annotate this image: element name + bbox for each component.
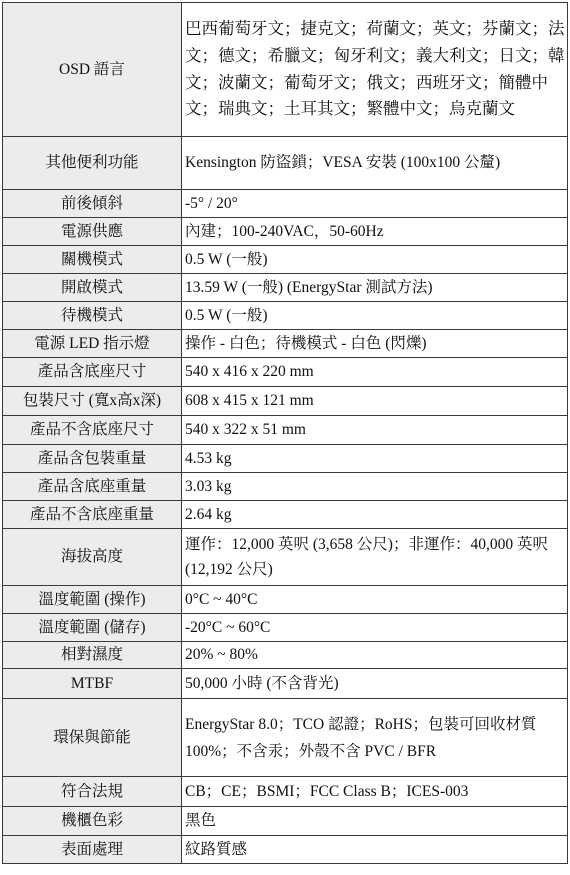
spec-label: 溫度範圍 (儲存) — [3, 614, 182, 642]
spec-label: 表面處理 — [3, 836, 182, 864]
spec-label: 相對濕度 — [3, 642, 182, 669]
spec-row-tilt — [3, 190, 568, 218]
spec-label: 溫度範圍 (操作) — [3, 586, 182, 614]
spec-label: 產品含底座重量 — [3, 473, 182, 501]
spec-label: 產品含底座尺寸 — [3, 358, 182, 387]
spec-value: 0°C ~ 40°C — [182, 586, 568, 614]
spec-value: 540 x 322 x 51 mm — [182, 416, 568, 445]
spec-label: 電源 LED 指示燈 — [3, 330, 182, 358]
spec-row-package-size — [3, 387, 568, 416]
spec-label: 電源供應 — [3, 218, 182, 246]
spec-row-size-without-stand — [3, 416, 568, 445]
spec-value: 608 x 415 x 121 mm — [182, 387, 568, 416]
spec-row-osd-language — [3, 3, 568, 137]
spec-label: 其他便利功能 — [3, 137, 182, 190]
spec-row-temperature-storage — [3, 614, 568, 642]
spec-label: OSD 語言 — [3, 3, 182, 137]
spec-value: 操作 - 白色；待機模式 - 白色 (閃爍) — [182, 330, 568, 358]
spec-value: 540 x 416 x 220 mm — [182, 358, 568, 387]
spec-value: 13.59 W (一般) (EnergyStar 測試方法) — [182, 274, 568, 302]
spec-label: 關機模式 — [3, 246, 182, 274]
spec-row-on-mode — [3, 274, 568, 302]
spec-row-cabinet-color — [3, 807, 568, 836]
spec-row-weight-with-stand — [3, 473, 568, 501]
spec-row-regulatory — [3, 777, 568, 807]
spec-value: 0.5 W (一般) — [182, 246, 568, 274]
spec-label: 海拔高度 — [3, 529, 182, 586]
spec-row-altitude — [3, 529, 568, 586]
spec-row-humidity — [3, 642, 568, 669]
spec-row-standby-mode — [3, 302, 568, 330]
spec-row-mtbf — [3, 669, 568, 699]
spec-label: 產品含包裝重量 — [3, 445, 182, 473]
spec-label: 開啟模式 — [3, 274, 182, 302]
spec-value: -5° / 20° — [182, 190, 568, 218]
spec-value: -20°C ~ 60°C — [182, 614, 568, 642]
spec-row-temperature-operating — [3, 586, 568, 614]
spec-label: 包裝尺寸 (寬x高x深) — [3, 387, 182, 416]
spec-value: 內建；100-240VAC，50-60Hz — [182, 218, 568, 246]
spec-row-other-features — [3, 137, 568, 190]
spec-value: 巴西葡萄牙文；捷克文；荷蘭文；英文；芬蘭文；法文；德文；希臘文；匈牙利文；義大利文；日文；韓文；波蘭文；葡萄牙文；俄文；西班牙文；簡體中文；瑞典文；土耳其文；繁體中文；烏克蘭文 — [182, 3, 568, 137]
spec-value: 黑色 — [182, 807, 568, 836]
spec-label: 產品不含底座重量 — [3, 501, 182, 529]
spec-label: 符合法規 — [3, 777, 182, 807]
spec-row-off-mode — [3, 246, 568, 274]
spec-row-eco — [3, 699, 568, 777]
spec-row-finish — [3, 836, 568, 864]
spec-row-size-with-stand — [3, 358, 568, 387]
spec-value: EnergyStar 8.0；TCO 認證；RoHS；包裝可回收材質 100%；不含汞；外殼不含 PVC / BFR — [182, 699, 568, 777]
spec-row-power-supply — [3, 218, 568, 246]
spec-value: 3.03 kg — [182, 473, 568, 501]
spec-value: Kensington 防盜鎖；VESA 安裝 (100x100 公釐) — [182, 137, 568, 190]
spec-value: CB；CE；BSMI；FCC Class B；ICES-003 — [182, 777, 568, 807]
spec-value: 0.5 W (一般) — [182, 302, 568, 330]
spec-value: 紋路質感 — [182, 836, 568, 864]
spec-label: 前後傾斜 — [3, 190, 182, 218]
spec-row-power-led — [3, 330, 568, 358]
spec-table — [2, 2, 568, 864]
spec-value: 運作：12,000 英呎 (3,658 公尺)；非運作：40,000 英呎 (12,192 公尺) — [182, 529, 568, 586]
spec-row-weight-without-stand — [3, 501, 568, 529]
spec-label: 產品不含底座尺寸 — [3, 416, 182, 445]
spec-row-weight-with-package — [3, 445, 568, 473]
spec-value: 2.64 kg — [182, 501, 568, 529]
spec-label: 機櫃色彩 — [3, 807, 182, 836]
spec-value: 50,000 小時 (不含背光) — [182, 669, 568, 699]
spec-value: 20% ~ 80% — [182, 642, 568, 669]
spec-label: 待機模式 — [3, 302, 182, 330]
spec-label: MTBF — [3, 669, 182, 699]
spec-label: 環保與節能 — [3, 699, 182, 777]
spec-value: 4.53 kg — [182, 445, 568, 473]
